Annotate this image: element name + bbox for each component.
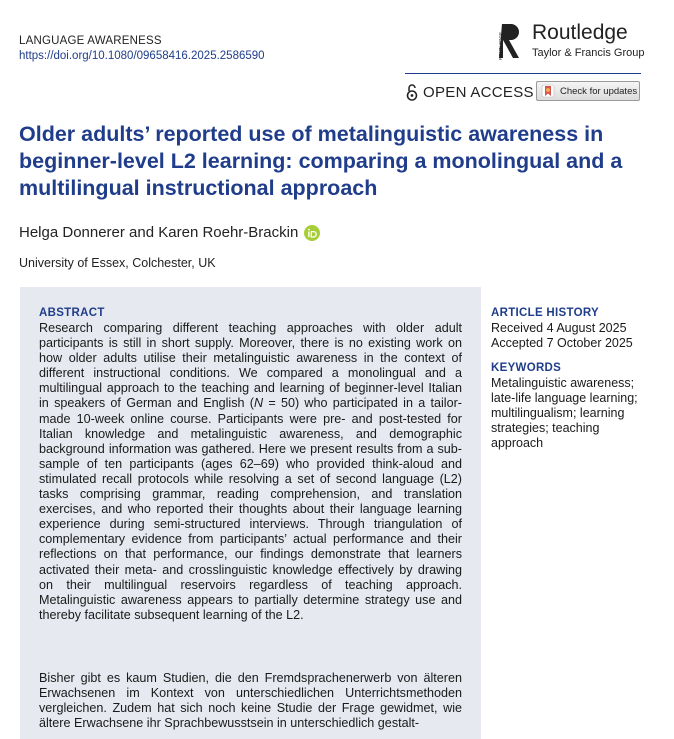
- author-names[interactable]: Helga Donnerer and Karen Roehr-Brackin: [19, 224, 299, 241]
- received-date: Received 4 August 2025: [491, 321, 627, 335]
- keywords-heading: KEYWORDS: [491, 362, 562, 374]
- routledge-logo-icon: [496, 20, 524, 62]
- crossmark-icon: [541, 84, 555, 98]
- accepted-date: Accepted 7 October 2025: [491, 336, 633, 350]
- author-line: [19, 224, 320, 241]
- doi-link[interactable]: https://doi.org/10.1080/09658416.2025.2586590: [19, 50, 265, 62]
- publisher-name: Routledge: [532, 21, 628, 44]
- abstract-text-part2: = 50) who participated in a tailor-made 10-week online course. Participants were pre- and post-tested for Italian knowledge and metalinguistic awareness, and demographic background information was gathered. Here we present results from a sub-sample of ten participants (ages 62–69) who provided think-aloud and stimulated recall protocols while resolving a set of second language (L2) tasks comprising grammar, reading comprehension, and translation exercises, and who reported their thoughts about their language learning experience during semi-structured interviews. Through triangulation of complementary evidence from participants’ actual performance and their reflections on that performance, our findings demonstrate that learners activated their meta- and crosslinguistic knowledge effectively by drawing on their multilingual reservoirs regardless of teaching approach. Metalinguistic awareness appears to partially determine strategy use and thereby facilitate subsequent learning of the L2.: [39, 396, 462, 622]
- abstract-heading: ABSTRACT: [39, 307, 105, 319]
- open-access-badge: [406, 82, 534, 102]
- abstract-paragraph-english: [39, 321, 462, 623]
- publisher-logo-text: ROUTLEDGE: [498, 31, 503, 60]
- publisher-block[interactable]: [496, 20, 656, 64]
- keywords-list: Metalinguistic awareness; late-life language learning; multilingualism; learning strategies; teaching approach: [491, 376, 638, 450]
- check-for-updates-button[interactable]: [536, 81, 640, 101]
- publisher-subtitle: Taylor & Francis Group: [532, 47, 645, 59]
- journal-name: LANGUAGE AWARENESS: [19, 35, 162, 47]
- affiliation: University of Essex, Colchester, UK: [19, 256, 216, 270]
- abstract-paragraph-german: Bisher gibt es kaum Studien, die den Fremdsprachenerwerb von älteren Erwachsenen im Kontext von unterschiedlichen Unterrichtsmethoden vergleichen. Zudem hat sich noch keine Studie der Frage gewidmet, wie ältere Erwachsene ihr Sprachbewusstsein in unterschiedlich gestalt-: [39, 671, 462, 731]
- orcid-icon[interactable]: [304, 225, 320, 241]
- article-history-heading: ARTICLE HISTORY: [491, 307, 600, 319]
- abstract-text-part1: Research comparing different teaching approaches with older adult participants is still in short supply. Moreover, there is no existing work on how older adults utilise their metalinguistic awareness in the context of different instructional conditions. We compared a monolingual and a multilingual approach to the teaching and learning of beginner-level Italian in speakers of German and English (: [39, 321, 462, 411]
- check-for-updates-label: Check for updates: [560, 85, 638, 97]
- abstract-sample-symbol: N: [253, 396, 264, 411]
- header-divider: [405, 73, 641, 74]
- article-title: Older adults’ reported use of metalinguistic awareness in beginner-level L2 learning: comparing a monolingual and a multilingual instructional approach: [19, 122, 623, 200]
- open-access-label: OPEN ACCESS: [423, 83, 534, 101]
- open-access-lock-icon: [406, 83, 418, 101]
